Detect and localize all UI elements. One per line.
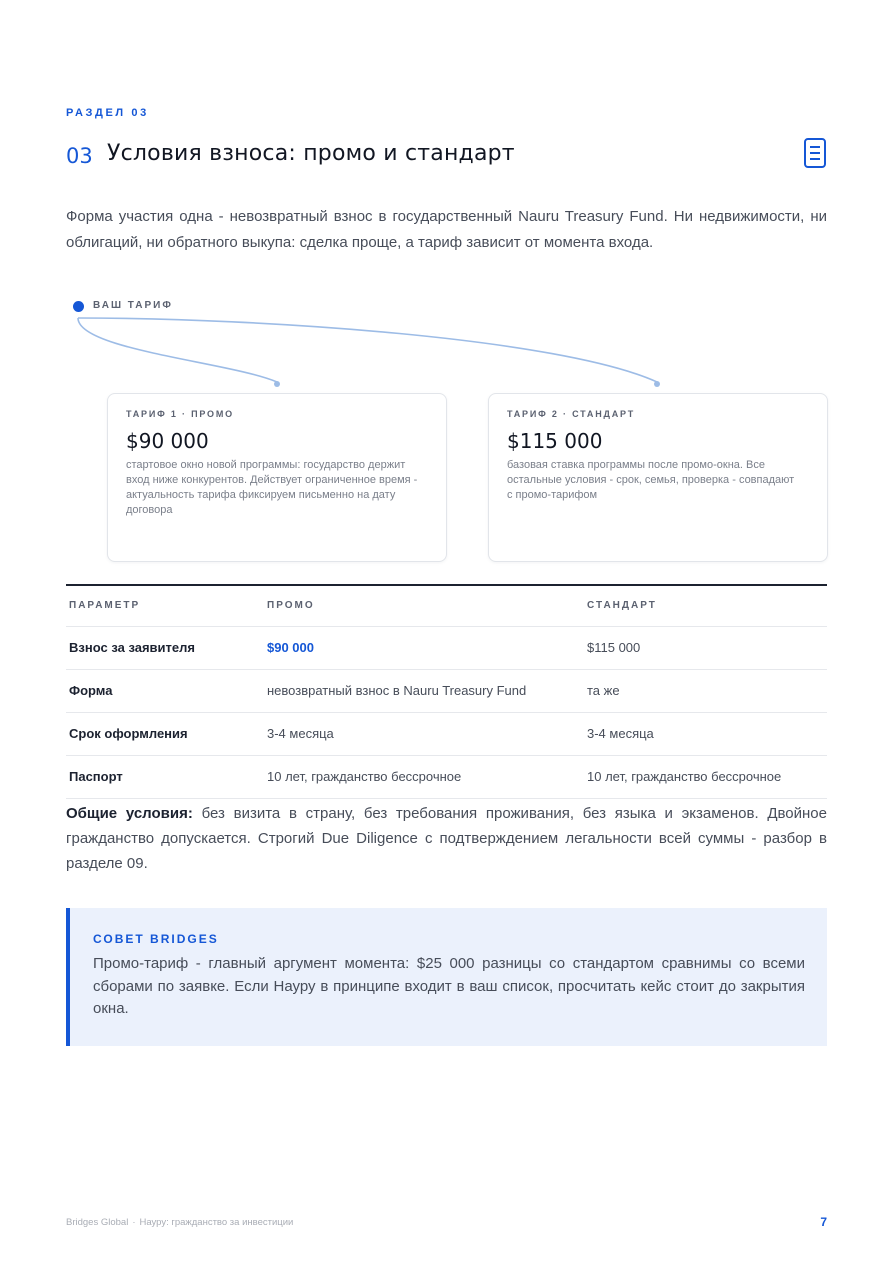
table-cell-promo: 3-4 месяца [264,712,584,755]
table-cell-promo: 10 лет, гражданство бессрочное [264,755,584,798]
table-cell-promo: $90 000 [264,626,584,669]
table-row [66,626,827,669]
tariff-card-promo [107,393,447,562]
table-cell-standard: 10 лет, гражданство бессрочное [584,755,827,798]
table-row [66,755,827,798]
advice-callout [66,908,827,1046]
tariff-connectors [0,0,893,400]
table-row [66,669,827,712]
tariff-card-standard [488,393,828,562]
footer-brand: Bridges Global [66,1217,129,1228]
general-conditions [66,801,827,876]
table-cell-param: Взнос за заявителя [66,626,264,669]
tariff-label: ВАШ ТАРИФ [93,300,173,311]
footer-separator: · [132,1217,136,1228]
card-price: $90 000 [126,429,209,453]
column-header: СТАНДАРТ [584,586,827,626]
connector-to-standard [78,318,657,382]
table-cell-standard: та же [584,669,827,712]
footer-doc-title: Науру: гражданство за инвестиции [139,1217,294,1228]
table-cell-param: Срок оформления [66,712,264,755]
card-eyebrow: ТАРИФ 2 · СТАНДАРТ [507,409,635,419]
marker-dot [73,301,84,312]
card-eyebrow: ТАРИФ 1 · ПРОМО [126,409,234,419]
section-kicker: РАЗДЕЛ 03 [66,107,149,119]
card-price: $115 000 [507,429,603,453]
table-cell-standard: $115 000 [584,626,827,669]
table-cell-standard: 3-4 месяца [584,712,827,755]
table-header-row [66,586,827,626]
section-number: 03 [66,144,93,168]
table-cell-param: Паспорт [66,755,264,798]
advice-title: СОВЕТ BRIDGES [93,932,219,946]
table-row [66,712,827,755]
connector-end-promo [274,381,280,387]
column-header: ПРОМО [264,586,584,626]
section-header [66,140,828,174]
general-conditions-text: без визита в страну, без требования проживания, без языка и экзаменов. Двойное гражданство допускается. Строгий Due Diligence с подтверждением легальности всей суммы - разбор в разделе 09. [66,805,827,872]
table-cell-param: Форма [66,669,264,712]
intro-paragraph: Форма участия одна - невозвратный взнос в государственный Nauru Treasury Fund. Ни недвижимости, ни облигаций, ни обратного выкупа: сделка проще, а тариф зависит от момента входа. [66,208,827,251]
card-description: стартовое окно новой программы: государство держит вход ниже конкурентов. Действует ограниченное время - актуальность тарифа фиксируем письменно на дату договора [126,459,418,516]
footer-meta [66,1217,293,1228]
advice-text: Промо-тариф - главный аргумент момента: $25 000 разницы со стандартом сравнимы со всеми сборами по заявке. Если Науру в принципе входит в ваш список, просчитать кейс стоит до закрытия окна. [93,955,805,1017]
page-number: 7 [820,1215,827,1229]
connector-end-standard [654,381,660,387]
general-conditions-label: Общие условия: [66,805,193,822]
table-cell-promo: невозвратный взнос в Nauru Treasury Fund [264,669,584,712]
comparison-table [66,584,827,799]
connector-to-promo [78,318,277,382]
column-header: ПАРАМЕТР [66,586,264,626]
card-description: базовая ставка программы после промо-окна. Все остальные условия - срок, семья, проверка - совпадают с промо-тарифом [507,459,795,501]
document-icon [802,137,828,169]
page-title: Условия взноса: промо и стандарт [107,141,515,166]
